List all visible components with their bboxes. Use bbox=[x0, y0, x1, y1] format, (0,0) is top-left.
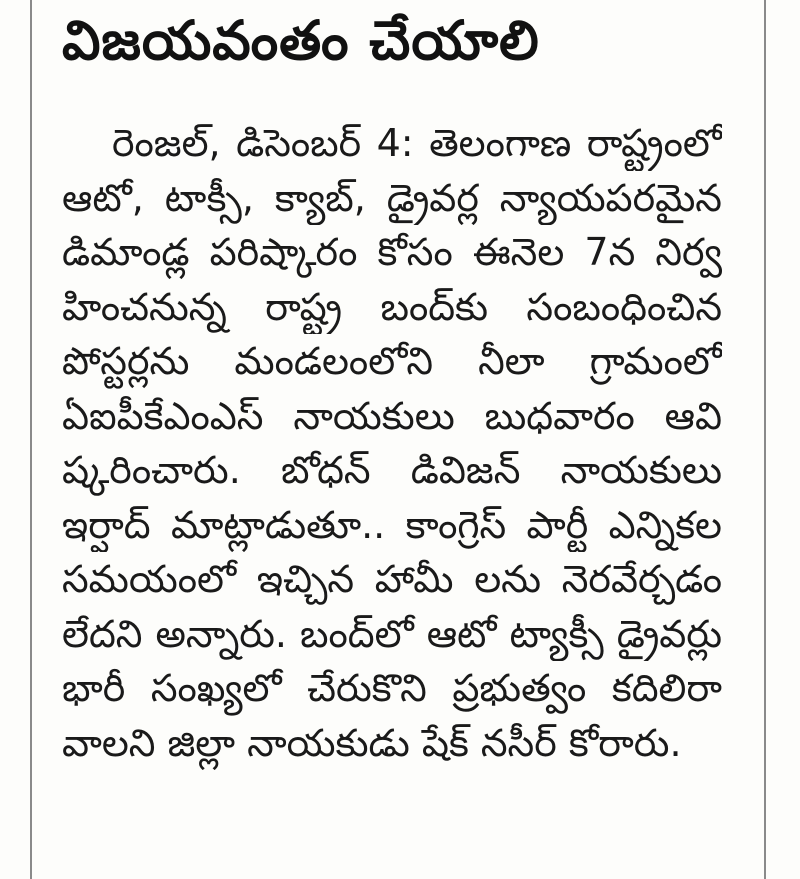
truncated-line-glyphs bbox=[62, 862, 722, 879]
column-rule-left bbox=[30, 0, 32, 879]
article-line-12: వాలని జిల్లా నాయకుడు షేక్ నసీర్ కోరారు. bbox=[62, 720, 682, 765]
article-line-9: సమయంలో ఇచ్చిన హామీ లను నెరవేర్చడం bbox=[62, 557, 722, 601]
article-line-5: పోస్టర్లను మండలంలోని నీలా గ్రామంలో bbox=[62, 339, 722, 383]
article-line-2: ఆటో, టాక్సీ, క్యాబ్, డ్రైవర్ల న్యాయపరమైన bbox=[62, 175, 722, 220]
article-line-7: ష్కరించారు. బోధన్ డివిజన్ నాయకులు bbox=[62, 448, 722, 492]
article-line-6: ఏఐపీకేఎంఎస్ నాయకులు బుధవారం ఆవి bbox=[62, 393, 722, 438]
article-body bbox=[62, 116, 722, 770]
article-line-1: రెంజల్, డిసెంబర్ 4: తెలంగాణ రాష్ట్రంలో bbox=[112, 121, 722, 165]
truncated-line-fragment bbox=[62, 862, 722, 879]
article-line-3: డిమాండ్ల పరిష్కారం కోసం ఈనెల 7న నిర్వ bbox=[62, 230, 722, 274]
column-rule-right bbox=[764, 0, 766, 879]
headline: విజయవంతం చేయాలి bbox=[62, 9, 540, 72]
article-line-10: లేదని అన్నారు. బంద్‌లో ఆటో ట్యాక్సీ డ్రైవర్లు bbox=[62, 611, 722, 656]
article-line-8: ఇర్షాద్ మాట్లాడుతూ.. కాంగ్రెస్ పార్టీ ఎన్నికల bbox=[62, 502, 722, 547]
article-line-4: హించనున్న రాష్ట్ర బంద్‌కు సంబంధించిన bbox=[62, 284, 722, 329]
article-line-11: భారీ సంఖ్యలో చేరుకొని ప్రభుత్వం కదిలిరా bbox=[62, 666, 722, 710]
